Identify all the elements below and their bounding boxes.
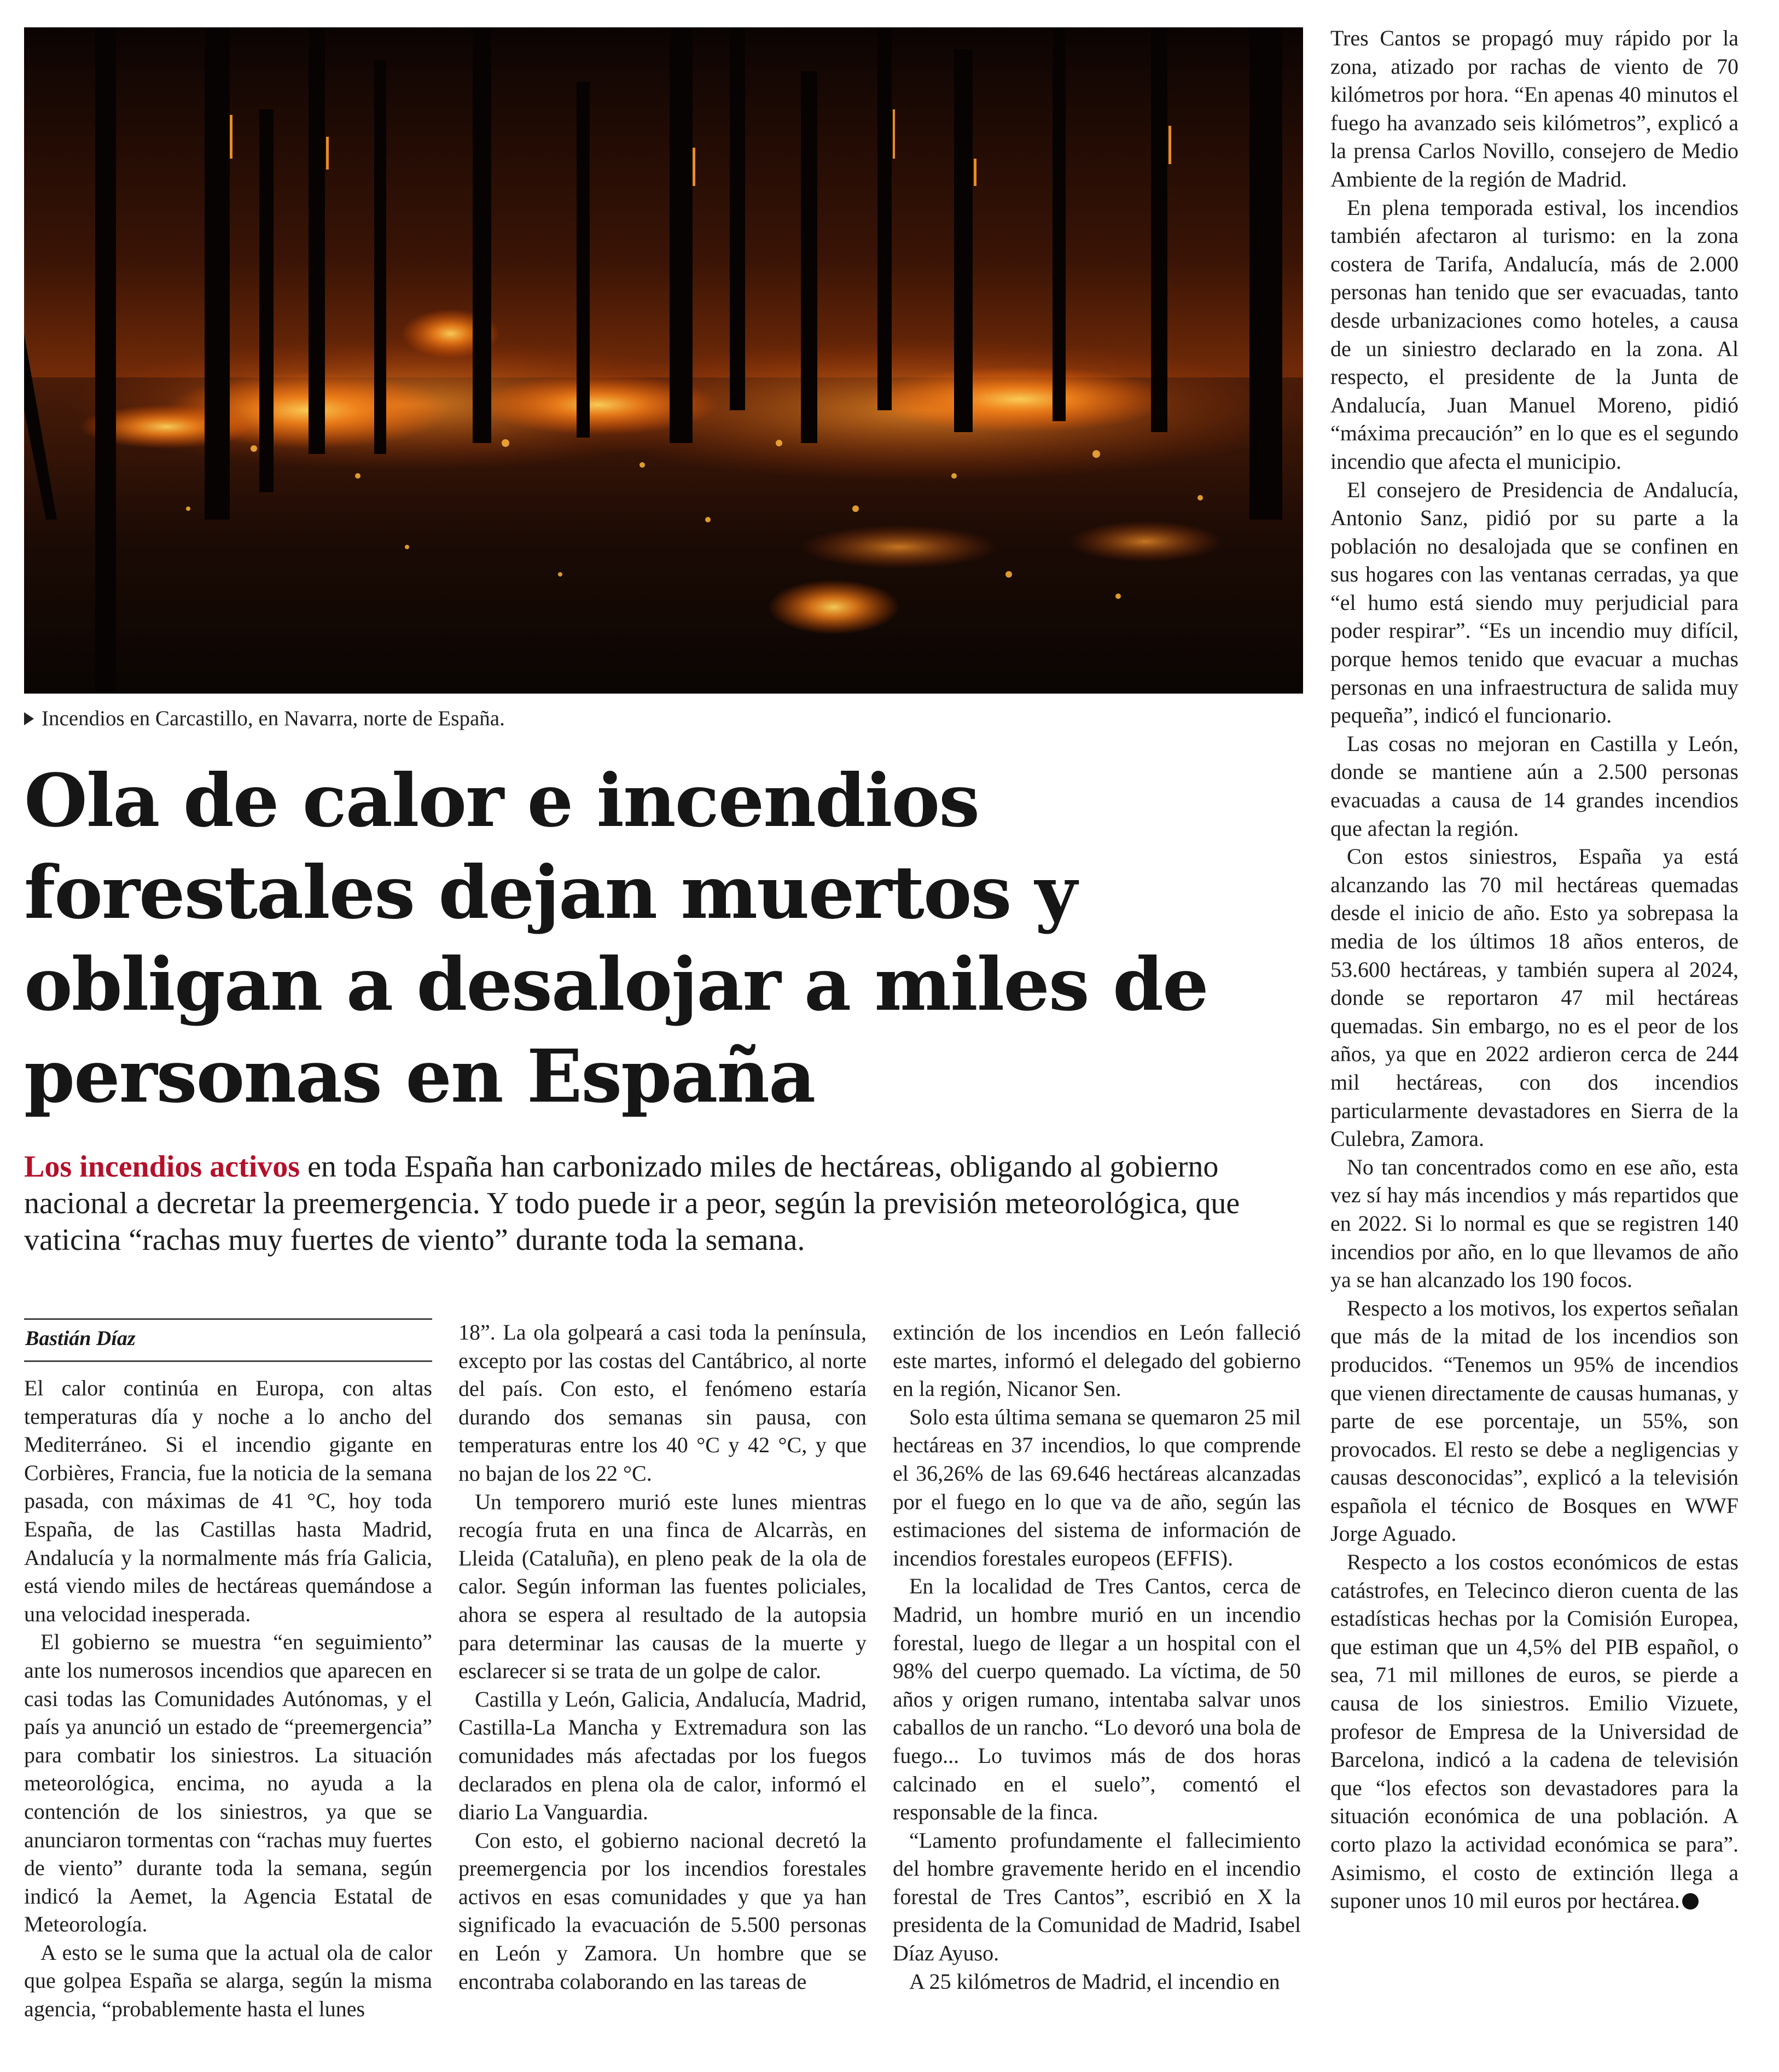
- lead-highlight: Los incendios activos: [24, 1150, 300, 1184]
- paragraph: [1330, 1548, 1739, 1915]
- paragraph: El calor continúa en Europa, con altas temperaturas día y noche a lo ancho del Mediterráneo. Si el incendio gigante en Corbières, Francia, fue la noticia de la semana pasada, con máximas de 41 °C, hoy toda España, de las Castillas hasta Madrid, Andalucía y la normalmente más fría Galicia, está viendo miles de hectáreas quemándose a una velocidad inesperada.: [24, 1376, 432, 1626]
- paragraph: Las cosas no mejoran en Castilla y León, donde se mantiene aún a 2.500 personas evacuadas a causa de 14 grandes incendios que afectan la región.: [1330, 731, 1739, 841]
- article-column-4: [1330, 24, 1739, 1915]
- paragraph: No tan concentrados como en ese año, esta vez sí hay más incendios y más repartidos que en 2022. Si lo normal es que se registren 140 incendios por año, en lo que llevamos de año ya se han alcanzado los 190 focos.: [1330, 1154, 1739, 1293]
- paragraph: 18”. La ola golpeará a casi toda la península, excepto por las costas del Cantábrico, al norte del país. Con esto, el fenómeno estaría durando dos semanas sin pausa, con temperaturas entre los 40 °C y 42 °C, y que no bajan de los 22 °C.: [458, 1320, 867, 1486]
- article-column-3: [893, 1318, 1301, 1995]
- end-of-article-icon: [1682, 1893, 1699, 1910]
- forest-fire-photo: [24, 27, 1303, 694]
- paragraph: Un temporero murió este lunes mientras recogía fruta en una finca de Alcarràs, en Lleida (Cataluña), en pleno peak de la ola de calor. Según informan las fuentes policiales, ahora se espera al resultado de la autopsia para determinar las causas de la muerte y esclarecer si se trata de un golpe de calor.: [458, 1489, 867, 1684]
- paragraph: Tres Cantos se propagó muy rápido por la zona, atizado por rachas de viento de 70 kilómetros por hora. “En apenas 40 minutos el fuego ha avanzado seis kilómetros”, explicó a la prensa Carlos Novillo, consejero de Medio Ambiente de la región de Madrid.: [1330, 26, 1739, 191]
- article-column-2: [458, 1318, 867, 1995]
- paragraph: El consejero de Presidencia de Andalucía, Antonio Sanz, pidió por su parte a la población no desalojada que se confinen en sus hogares con las ventanas cerradas, ya que “el humo está siendo muy perjudicial para poder respirar”. “Es un incendio muy difícil, porque hemos tenido que evacuar a muchas personas en una infraestructura de salida muy pequeña”, indicó el funcionario.: [1330, 477, 1739, 728]
- paragraph: Respecto a los motivos, los expertos señalan que más de la mitad de los incendios son producidos. “Tenemos un 95% de incendios que vienen directamente de causas humanas, y parte de ese porcentaje, un 55%, son provocados. El resto se debe a negligencias y causas desconocidas”, explicó a la televisión española el técnico de Bosques en WWF Jorge Aguado.: [1330, 1295, 1739, 1546]
- paragraph: Solo esta última semana se quemaron 25 mil hectáreas en 37 incendios, lo que comprende el 36,26% de las 69.646 hectáreas alcanzadas por el fuego en lo que va de año, según las estimaciones del sistema de información de incendios forestales europeos (EFFIS).: [893, 1404, 1301, 1570]
- paragraph: Con esto, el gobierno nacional decretó la preemergencia por los incendios forestales activos en esas comunidades y que ya han significado la evacuación de 5.500 personas en León y Zamora. Un hombre que se encontraba colaborando en las tareas de: [458, 1827, 867, 1994]
- paragraph: El gobierno se muestra “en seguimiento” ante los numerosos incendios que aparecen en casi todas las Comunidades Autónomas, y el país ya anunció un estado de “preemergencia” para combatir los siniestros. La situación meteorológica, encima, no ayuda a la contención de los siniestros, ya que se anunciaron tormentas con “rachas muy fuertes de viento” durante toda la semana, según indicó la Aemet, la Agencia Estatal de Meteorología.: [24, 1629, 432, 1937]
- paragraph: En plena temporada estival, los incendios también afectaron al turismo: en la zona costera de Tarifa, Andalucía, más de 2.000 personas han tenido que ser evacuadas, tanto desde urbanizaciones como hoteles, a causa de un siniestro declarado en la zona. Al respecto, el presidente de la Junta de Andalucía, Juan Manuel Moreno, pidió “máxima precaución” en lo que es el segundo incendio que afecta el municipio.: [1330, 195, 1739, 474]
- paragraph: A 25 kilómetros de Madrid, el incendio en: [909, 1969, 1280, 1994]
- byline: Bastián Díaz: [24, 1318, 432, 1362]
- photo-caption-text: Incendios en Carcastillo, en Navarra, norte de España.: [42, 707, 505, 730]
- forest-fire-illustration: [24, 27, 1303, 694]
- paragraph: Con estos siniestros, España ya está alcanzando las 70 mil hectáreas quemadas desde el inicio de año. Esto ya sobrepasa la media de los últimos 18 años enteros, de 53.600 hectáreas, y también supera al 2024, donde se reportaron 47 mil hectáreas quemadas. Sin embargo, no es el peor de los años, ya que en 2022 ardieron cerca de 244 mil hectáreas, con dos incendios particularmente devastadores en Sierra de la Culebra, Zamora.: [1330, 844, 1739, 1151]
- headline: Ola de calor e incendios forestales dejan muertos y obligan a desalojar a miles de personas en España: [24, 758, 1208, 1119]
- lead-paragraph: [24, 1149, 1299, 1259]
- lead-text: en toda España han carbonizado miles de hectáreas, obligando al gobierno nacional a decretar la preemergencia. Y todo puede ir a peor, según la previsión meteorológica, que vaticina “rachas muy fuertes de viento” durante toda la semana.: [24, 1150, 1240, 1257]
- paragraph: “Lamento profundamente el fallecimiento del hombre gravemente herido en el incendio forestal de Tres Cantos”, escribió en X la presidenta de la Comunidad de Madrid, Isabel Díaz Ayuso.: [893, 1827, 1301, 1966]
- paragraph-text: Respecto a los costos económicos de estas catástrofes, en Telecinco dieron cuenta de las estadísticas hechas por la Comisión Europea, que estiman que un 4,5% del PIB español, o sea, 71 mil millones de euros, se pierde a causa de los siniestros. Emilio Vizuete, profesor de Empresa de la Universidad de Barcelona, indicó a la cadena de televisión que “los efectos son devastadores para la situación económica de una población. A corto plazo la actividad económica se para”. Asimismo, el costo de extinción llega a suponer unos 10 mil euros por hectárea.: [1330, 1550, 1739, 1913]
- photo-caption: [24, 703, 1282, 734]
- caption-arrow-icon: [24, 712, 34, 725]
- article-column-1: [24, 1374, 432, 2023]
- paragraph: En la localidad de Tres Cantos, cerca de Madrid, un hombre murió en un incendio forestal, luego de llegar a un hospital con el 98% del cuerpo quemado. La víctima, de 50 años y origen rumano, intentaba salvar unos caballos de un rancho. “Lo devoró una bola de fuego... Lo tuvimos más de dos horas calcinado en el suelo”, comentó el responsable de la finca.: [893, 1574, 1301, 1825]
- paragraph: Castilla y León, Galicia, Andalucía, Madrid, Castilla-La Mancha y Extremadura son las comunidades más afectadas por los fuegos declarados en plena ola de calor, informó el diario La Vanguardia.: [458, 1686, 867, 1825]
- paragraph: A esto se le suma que la actual ola de calor que golpea España se alarga, según la misma agencia, “probablemente hasta el lunes: [24, 1940, 432, 2022]
- paragraph: extinción de los incendios en León falleció este martes, informó el delegado del gobierno en la región, Nicanor Sen.: [893, 1320, 1301, 1401]
